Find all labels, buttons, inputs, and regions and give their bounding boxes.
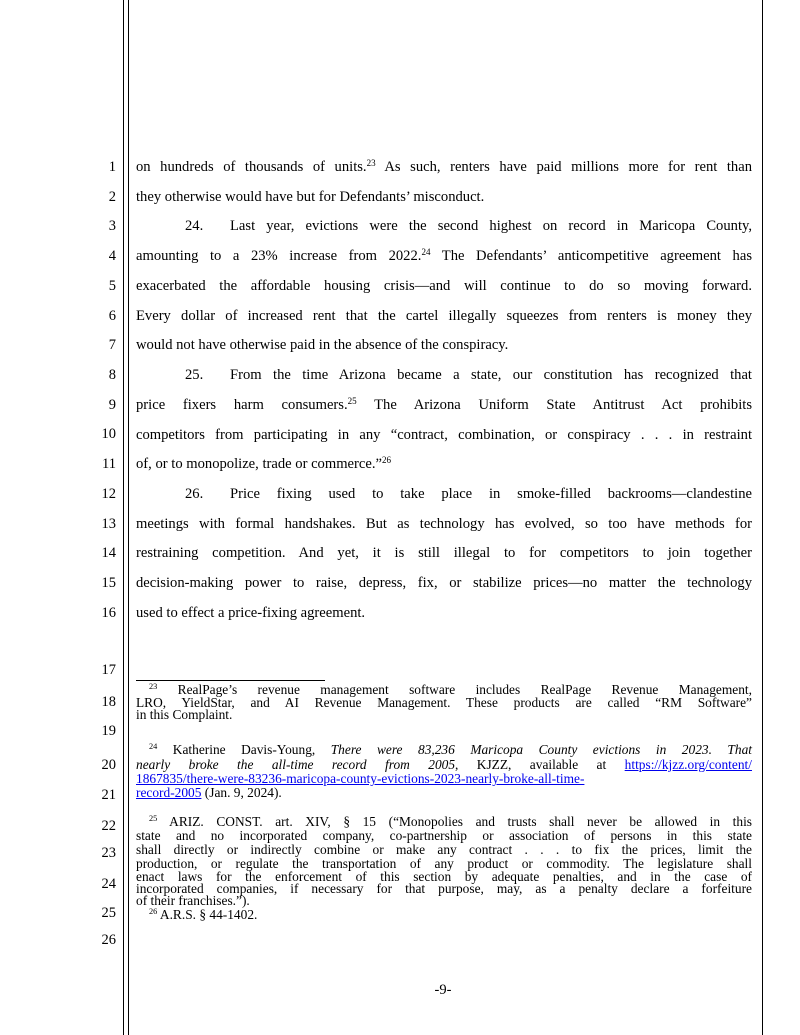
text-run: they otherwise would have but for Defendants’ misconduct. bbox=[136, 188, 485, 205]
line-number: 10 bbox=[101, 426, 116, 442]
text-run: The Defendants’ anticompetitive agreement has bbox=[430, 248, 752, 265]
text-run: A.R.S. § 44-1402. bbox=[157, 907, 258, 922]
footnote-line bbox=[136, 894, 752, 907]
body-line bbox=[136, 544, 752, 562]
text-run: incorporated companies, if necessary for that purpose, may, as a penalty declare a forfeiture bbox=[136, 881, 752, 896]
body-line bbox=[136, 366, 752, 384]
footnote-ref: 23 bbox=[366, 158, 376, 169]
line-number: 24 bbox=[101, 876, 116, 892]
paragraph-number: 24. bbox=[185, 218, 204, 235]
line-number: 23 bbox=[101, 845, 116, 861]
body-line bbox=[136, 277, 752, 295]
footnote-line bbox=[136, 843, 752, 856]
line-number: 11 bbox=[102, 456, 116, 472]
page-number: -9- bbox=[434, 982, 452, 998]
body-line bbox=[136, 188, 752, 206]
body-line bbox=[136, 217, 752, 235]
text-run: production, or regulate the transportation of any product or commodity. The legislature shall bbox=[136, 856, 752, 871]
text-run: of, or to monopolize, trade or commerce.” bbox=[136, 456, 382, 473]
footnote-ref: 25 bbox=[347, 395, 357, 406]
line-number: 7 bbox=[108, 337, 116, 353]
line-number: 12 bbox=[101, 486, 116, 502]
line-number: 6 bbox=[108, 308, 116, 324]
line-number: 17 bbox=[101, 662, 116, 678]
line-number: 13 bbox=[101, 516, 116, 532]
line-number: 15 bbox=[101, 575, 116, 591]
line-number: 21 bbox=[101, 787, 116, 803]
line-number: 5 bbox=[108, 278, 116, 294]
footnote-ref: 24 bbox=[149, 742, 158, 752]
text-run: enact laws for the enforcement of this section by adequate penalties, and in the case of bbox=[136, 869, 752, 884]
text-run: state and no incorporated company, co-partnership or association of persons in this state bbox=[136, 828, 752, 843]
footnote-ref: 25 bbox=[149, 814, 158, 824]
text-run: (Jan. 9, 2024). bbox=[201, 785, 282, 800]
body-line bbox=[136, 455, 752, 473]
body-line bbox=[136, 396, 752, 414]
body-line bbox=[136, 247, 752, 265]
line-number: 25 bbox=[101, 905, 116, 921]
text-run: , KJZZ, available at bbox=[455, 757, 625, 772]
paragraph-number: 26. bbox=[185, 486, 204, 503]
body-line bbox=[136, 307, 752, 325]
text-run: LRO, YieldStar, and AI Revenue Management. These products are called “RM Software” bbox=[136, 695, 752, 710]
text-run: restraining competition. And yet, it is still illegal to for competitors to join together bbox=[136, 545, 752, 562]
footnote-ref: 26 bbox=[381, 455, 392, 466]
footnote-separator bbox=[136, 680, 325, 681]
footnote-line bbox=[136, 772, 752, 785]
text-run: meetings with formal handshakes. But as technology has evolved, so too have methods for bbox=[136, 515, 752, 532]
line-number: 1 bbox=[108, 159, 116, 175]
body-line bbox=[136, 426, 752, 444]
line-number: 26 bbox=[101, 932, 116, 948]
line-number: 8 bbox=[108, 367, 116, 383]
italic-title: nearly broke the all-time record from 2005 bbox=[136, 757, 456, 772]
text-run: The Arizona Uniform State Antitrust Act prohibits bbox=[356, 396, 752, 413]
footnote-ref: 24 bbox=[421, 247, 431, 258]
text-run: amounting to a 23% increase from 2022. bbox=[136, 248, 422, 265]
text-run: RealPage’s revenue management software includes RealPage Revenue Management, bbox=[157, 682, 752, 697]
line-number: 3 bbox=[108, 218, 116, 234]
text-run: on hundreds of thousands of units. bbox=[136, 159, 367, 175]
text-run: ARIZ. CONST. art. XIV, § 15 (“Monopolies and trusts shall never be allowed in this bbox=[157, 814, 752, 829]
left-margin-rule-inner bbox=[128, 0, 129, 1035]
text-run: would not have otherwise paid in the absence of the conspiracy. bbox=[136, 337, 509, 354]
footnote-ref: 26 bbox=[149, 907, 158, 917]
text-run: in this Complaint. bbox=[136, 707, 233, 722]
line-number: 18 bbox=[101, 694, 116, 710]
body-line bbox=[136, 485, 752, 503]
footnote-line bbox=[136, 708, 752, 721]
text-run: Katherine Davis-Young, bbox=[157, 742, 331, 757]
text-run: of their franchises.”). bbox=[136, 893, 250, 908]
footnote-ref: 23 bbox=[149, 682, 158, 692]
text-run: shall directly or indirectly combine or make any contract . . . to fix the prices, limit the bbox=[136, 842, 752, 857]
left-margin-rule-outer bbox=[123, 0, 124, 1035]
line-number: 19 bbox=[101, 723, 116, 739]
body-line bbox=[136, 604, 752, 622]
body-line bbox=[136, 515, 752, 533]
body-line bbox=[136, 574, 752, 592]
footnote-link[interactable]: record-2005 bbox=[136, 785, 202, 800]
line-number: 14 bbox=[101, 545, 116, 561]
footnote-line bbox=[136, 829, 752, 842]
text-run: decision-making power to raise, depress, fix, or stabilize prices—no matter the technology bbox=[136, 575, 752, 592]
text-run: competitors from participating in any “contract, combination, or conspiracy . . . in restraint bbox=[136, 426, 752, 443]
text-run: Every dollar of increased rent that the cartel illegally squeezes from renters is money they bbox=[136, 307, 752, 324]
line-number: 20 bbox=[101, 757, 116, 773]
text-run: Price fixing used to take place in smoke-filled backrooms—clandestine bbox=[230, 486, 752, 503]
footnote-link[interactable]: https://kjzz.org/content/ bbox=[624, 757, 752, 772]
text-run: From the time Arizona became a state, our constitution has recognized that bbox=[230, 367, 752, 384]
footnote-line bbox=[136, 786, 752, 799]
text-run: Last year, evictions were the second highest on record in Maricopa County, bbox=[230, 218, 752, 235]
italic-title: There were 83,236 Maricopa County evictions in 2023. That bbox=[330, 742, 752, 757]
footnote-line bbox=[136, 758, 752, 771]
footnote-link[interactable]: 1867835/there-were-83236-maricopa-county-evictions-2023-nearly-broke-all-time- bbox=[136, 771, 585, 786]
line-number: 4 bbox=[108, 248, 116, 264]
text-run: exacerbated the affordable housing crisis—and will continue to do so moving forward. bbox=[136, 277, 752, 294]
body-line bbox=[136, 336, 752, 354]
line-number: 22 bbox=[101, 818, 116, 834]
body-line bbox=[136, 158, 752, 176]
footnote-line bbox=[136, 743, 752, 756]
footnote-line bbox=[136, 815, 752, 828]
text-run: As such, renters have paid millions more for rent than bbox=[375, 159, 752, 175]
line-number: 16 bbox=[101, 605, 116, 621]
footnote-line bbox=[136, 908, 752, 921]
right-margin-rule bbox=[762, 0, 763, 1035]
text-run: price fixers harm consumers. bbox=[136, 396, 348, 413]
line-number: 2 bbox=[108, 189, 116, 205]
paragraph-number: 25. bbox=[185, 367, 204, 384]
text-run: used to effect a price-fixing agreement. bbox=[136, 604, 366, 621]
line-number: 9 bbox=[108, 397, 116, 413]
